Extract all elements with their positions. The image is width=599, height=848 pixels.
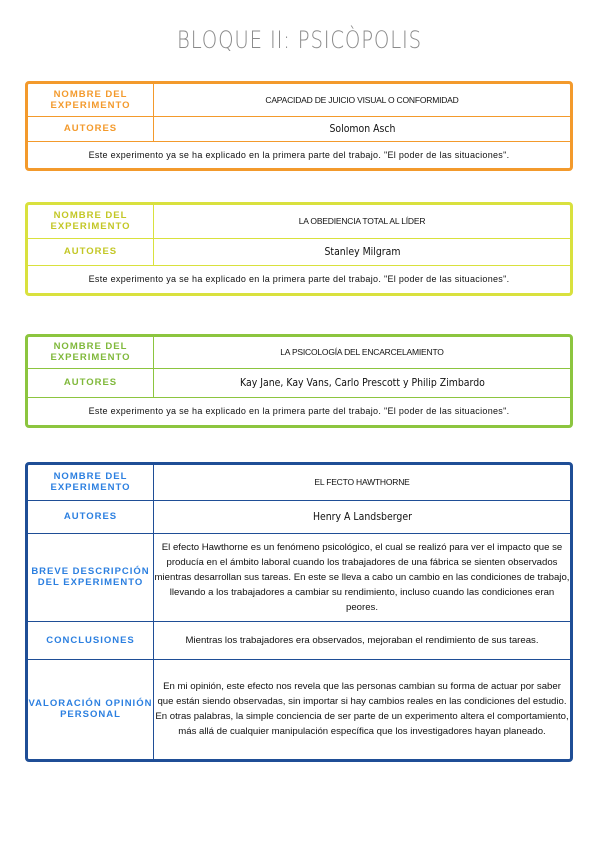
experiment-card-conformity	[25, 81, 573, 171]
authors-label: AUTORES	[28, 116, 154, 141]
opinion-label: VALORACIÓN OPINIÓN PERSONAL	[28, 659, 154, 759]
authors-value: Solomon Asch	[185, 116, 539, 141]
experiment-name-label: NOMBRE DEL EXPERIMENTO	[28, 465, 154, 500]
authors-value: Stanley Milgram	[185, 238, 539, 265]
experiment-name-value: EL FECTO HAWTHORNE	[154, 465, 571, 500]
experiment-name-value: LA PSICOLOGÍA DEL ENCARCELAMIENTO	[154, 337, 571, 368]
experiment-name-value: LA OBEDIENCIA TOTAL AL LÍDER	[154, 205, 571, 238]
experiment-name-value: CAPACIDAD DE JUICIO VISUAL O CONFORMIDAD	[154, 84, 571, 116]
experiment-name-label: NOMBRE DEL EXPERIMENTO	[28, 205, 154, 238]
conclusions-text: Mientras los trabajadores era observados, mejoraban el rendimiento de sus tareas.	[154, 621, 571, 659]
description-text: El efecto Hawthorne es un fenómeno psicológico, el cual se realizó para ver el impacto que se producía en el ámbito laboral cuando los trabajadores de una fábrica se sienten observados mientras desarrollan sus tareas. En este se lleva a cabo un cambio en las condiciones de trabajo, llevando a los trabajadores a cambiar su rendimiento, incluso cuando las condiciones eran peores.	[154, 533, 571, 621]
description-label: BREVE DESCRIPCIÓN DEL EXPERIMENTO	[28, 533, 154, 621]
explanation-note: Este experimento ya se ha explicado en la primera parte del trabajo. "El poder de las situaciones".	[28, 397, 570, 425]
experiment-card-imprisonment	[25, 334, 573, 428]
experiment-card-hawthorne	[25, 462, 573, 762]
experiment-name-label: NOMBRE DEL EXPERIMENTO	[28, 84, 154, 116]
page-title: BLOQUE II: PSICÒPOLIS	[177, 26, 422, 54]
authors-value: Kay Jane, Kay Vans, Carlo Prescott y Philip Zimbardo	[185, 368, 539, 397]
opinion-text: En mi opinión, este efecto nos revela que las personas cambian su forma de actuar por saber que están siendo observadas, sin importar si hay cambios reales en las condiciones del estudio. En otras palabras, la simple conciencia de ser parte de un experimento altera el comportamiento, más allá de cualquier manipulación específica que los investigadores hayan planeado.	[154, 659, 571, 759]
authors-label: AUTORES	[28, 368, 154, 397]
authors-label: AUTORES	[28, 238, 154, 265]
authors-label: AUTORES	[28, 500, 154, 533]
experiment-name-label: NOMBRE DEL EXPERIMENTO	[28, 337, 154, 368]
conclusions-label: CONCLUSIONES	[28, 621, 154, 659]
experiment-card-obedience	[25, 202, 573, 296]
authors-value: Henry A Landsberger	[185, 500, 539, 533]
explanation-note: Este experimento ya se ha explicado en la primera parte del trabajo. "El poder de las situaciones".	[28, 141, 570, 168]
explanation-note: Este experimento ya se ha explicado en la primera parte del trabajo. "El poder de las situaciones".	[28, 265, 570, 293]
